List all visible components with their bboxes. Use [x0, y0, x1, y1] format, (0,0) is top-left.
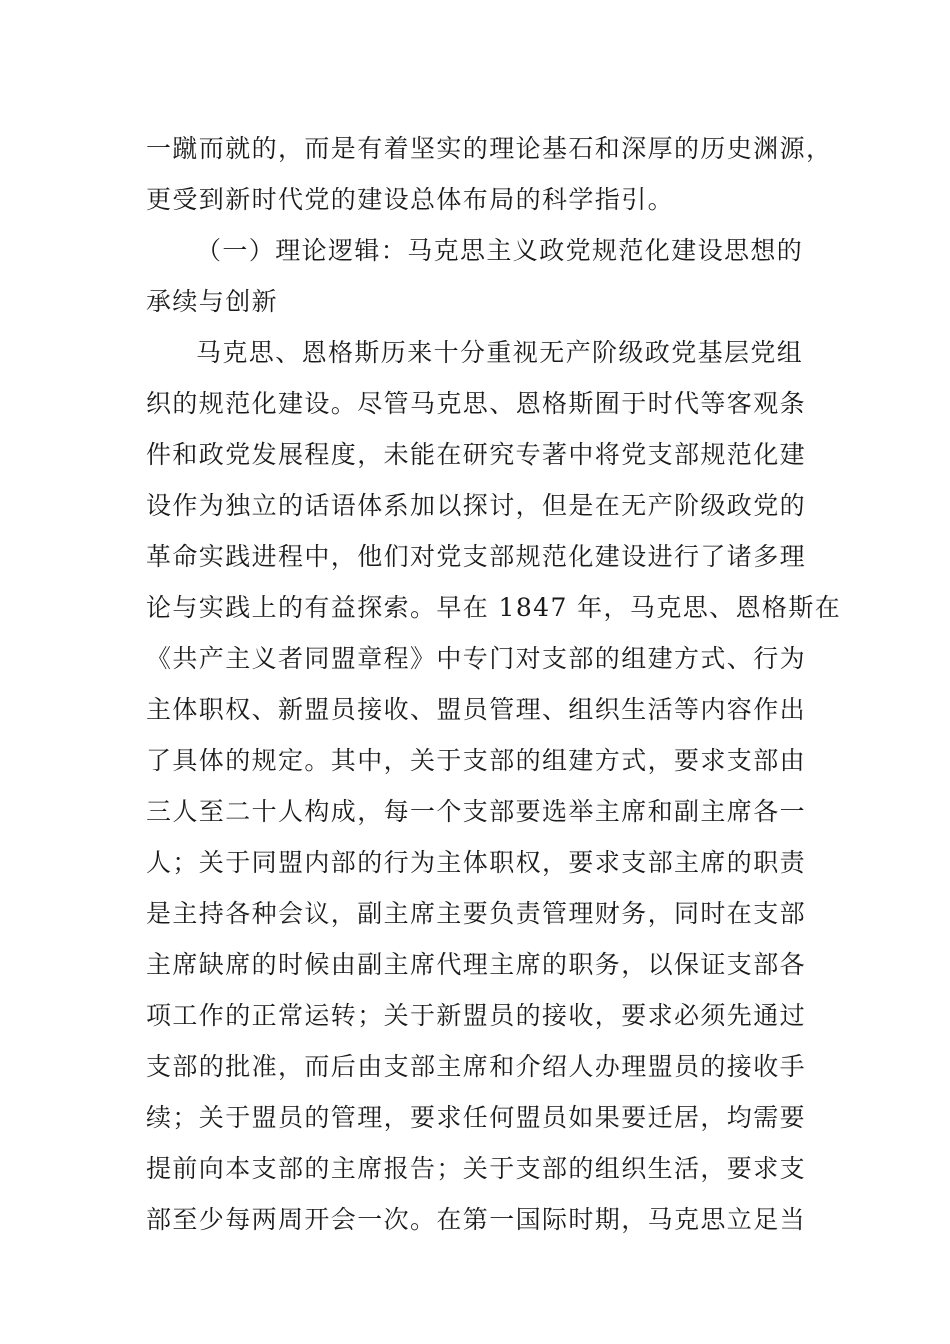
text-line: 设作为独立的话语体系加以探讨，但是在无产阶级政党的 — [146, 491, 807, 520]
text-line: 革命实践进程中，他们对党支部规范化建设进行了诸多理 — [146, 542, 807, 571]
text-line: 是主持各种会议，副主席主要负责管理财务，同时在支部 — [146, 899, 807, 928]
text-line: 更受到新时代党的建设总体布局的科学指引。 — [146, 185, 675, 214]
text-line: 提前向本支部的主席报告；关于支部的组织生活，要求支 — [146, 1154, 807, 1183]
text-line: 部至少每两周开会一次。在第一国际时期，马克思立足当 — [146, 1205, 807, 1234]
text-line: 马克思、恩格斯历来十分重视无产阶级政党基层党组 — [196, 338, 804, 367]
text-line: 一蹴而就的，而是有着坚实的理论基石和深厚的历史渊源， — [146, 134, 833, 163]
text-line: 项工作的正常运转；关于新盟员的接收，要求必须先通过 — [146, 1001, 807, 1030]
text-line: 了具体的规定。其中，关于支部的组建方式，要求支部由 — [146, 746, 807, 775]
section-heading-continued: 承续与创新 — [146, 287, 279, 316]
text-line: 三人至二十人构成，每一个支部要选举主席和副主席各一 — [146, 797, 807, 826]
text-line: 续；关于盟员的管理，要求任何盟员如果要迁居，均需要 — [146, 1103, 807, 1132]
text-line: 主体职权、新盟员接收、盟员管理、组织生活等内容作出 — [146, 695, 807, 724]
text-line: 《共产主义者同盟章程》中专门对支部的组建方式、行为 — [146, 644, 807, 673]
text-line: 织的规范化建设。尽管马克思、恩格斯囿于时代等客观条 — [146, 389, 807, 418]
text-line: 论与实践上的有益探索。早在 1847 年，马克思、恩格斯在 — [146, 593, 842, 622]
text-line: 件和政党发展程度，未能在研究专著中将党支部规范化建 — [146, 440, 807, 469]
text-line: 支部的批准，而后由支部主席和介绍人办理盟员的接收手 — [146, 1052, 807, 1081]
section-heading: （一）理论逻辑：马克思主义政党规范化建设思想的 — [196, 236, 804, 265]
text-line: 人；关于同盟内部的行为主体职权，要求支部主席的职责 — [146, 848, 807, 877]
text-line: 主席缺席的时候由副主席代理主席的职务，以保证支部各 — [146, 950, 807, 979]
